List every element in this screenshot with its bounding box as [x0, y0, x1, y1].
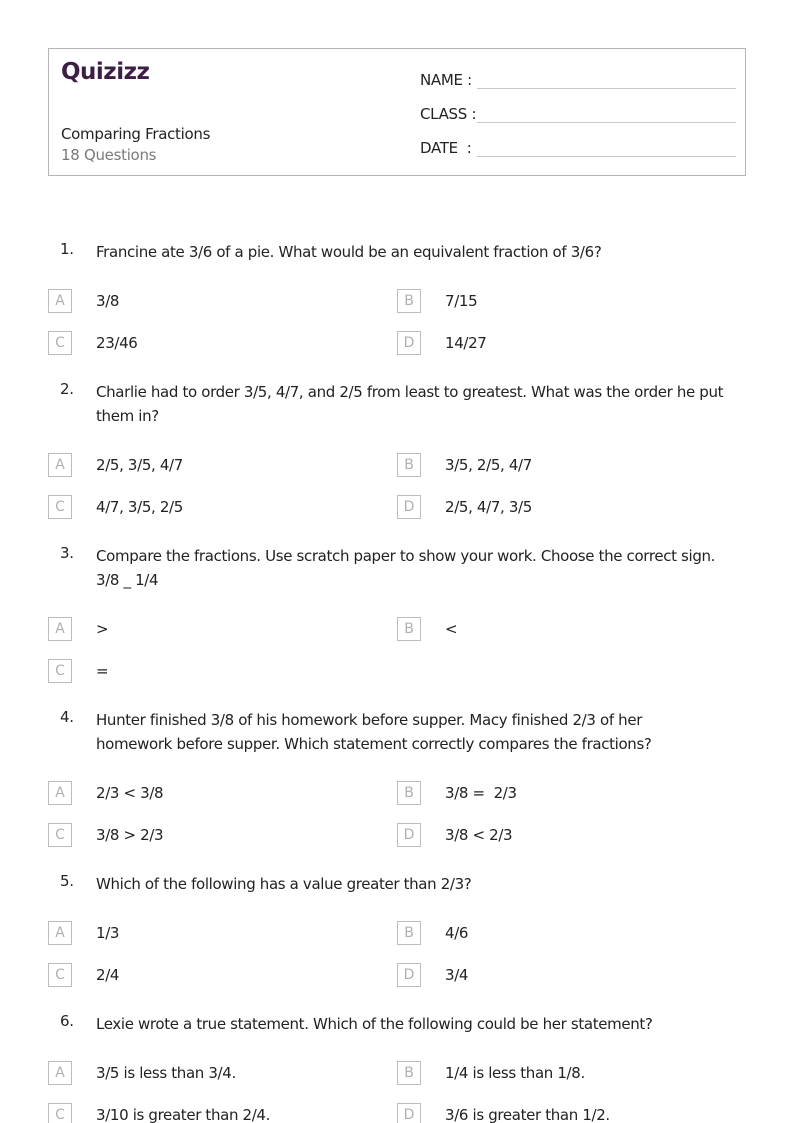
- option-text: 4/7, 3/5, 2/5: [96, 498, 183, 516]
- option-letter-box: D: [397, 495, 421, 519]
- date-label: DATE :: [420, 139, 472, 157]
- option-letter-box: B: [397, 921, 421, 945]
- option-text: 2/5, 3/5, 4/7: [96, 456, 183, 474]
- option-a[interactable]: [48, 781, 164, 805]
- question-text: Francine ate 3/6 of a pie. What would be an equivalent fraction of 3/6?: [96, 243, 602, 261]
- name-line[interactable]: [477, 71, 736, 89]
- question-text: Which of the following has a value greater than 2/3?: [96, 875, 472, 893]
- question-text-line2: 3/8 _ 1/4: [96, 571, 159, 589]
- option-letter-box: A: [48, 453, 72, 477]
- option-letter-box: C: [48, 331, 72, 355]
- option-letter-box: C: [48, 963, 72, 987]
- quizizz-logo: Quizizz: [61, 59, 150, 85]
- option-c[interactable]: [48, 823, 164, 847]
- class-label: CLASS :: [420, 105, 477, 123]
- option-letter-box: B: [397, 453, 421, 477]
- option-b[interactable]: [397, 617, 458, 641]
- option-c[interactable]: [48, 495, 183, 519]
- option-a[interactable]: [48, 617, 109, 641]
- option-b[interactable]: [397, 921, 469, 945]
- name-field: [420, 65, 736, 89]
- option-text: 7/15: [445, 292, 478, 310]
- date-line[interactable]: [477, 139, 736, 157]
- option-text: 4/6: [445, 924, 469, 942]
- option-text: 2/4: [96, 966, 120, 984]
- class-field: [420, 99, 736, 123]
- option-c[interactable]: [48, 331, 138, 355]
- option-c[interactable]: [48, 1103, 271, 1123]
- option-a[interactable]: [48, 1061, 236, 1085]
- option-text: 2/5, 4/7, 3/5: [445, 498, 532, 516]
- option-d[interactable]: [397, 495, 532, 519]
- option-b[interactable]: [397, 1061, 585, 1085]
- option-text: 3/6 is greater than 1/2.: [445, 1106, 610, 1123]
- date-field: [420, 133, 736, 157]
- option-letter-box: C: [48, 823, 72, 847]
- option-text: 3/8: [96, 292, 120, 310]
- option-letter-box: D: [397, 823, 421, 847]
- option-text: 3/4: [445, 966, 469, 984]
- option-a[interactable]: [48, 289, 120, 313]
- option-text: 3/8 > 2/3: [96, 826, 164, 844]
- question-number: 2.: [60, 380, 74, 398]
- option-text: 3/5, 2/5, 4/7: [445, 456, 532, 474]
- option-d[interactable]: [397, 823, 513, 847]
- option-letter-box: B: [397, 617, 421, 641]
- class-line[interactable]: [477, 105, 736, 123]
- question-number: 3.: [60, 544, 74, 562]
- option-text: 23/46: [96, 334, 138, 352]
- option-letter-box: D: [397, 1103, 421, 1123]
- option-letter-box: A: [48, 1061, 72, 1085]
- option-text: 3/10 is greater than 2/4.: [96, 1106, 271, 1123]
- option-text: 2/3 < 3/8: [96, 784, 164, 802]
- option-letter-box: D: [397, 963, 421, 987]
- option-letter-box: C: [48, 1103, 72, 1123]
- option-d[interactable]: [397, 963, 469, 987]
- option-letter-box: B: [397, 781, 421, 805]
- option-text: 3/8 < 2/3: [445, 826, 513, 844]
- worksheet-title: Comparing Fractions: [61, 125, 211, 143]
- option-text: 3/5 is less than 3/4.: [96, 1064, 236, 1082]
- option-b[interactable]: [397, 781, 517, 805]
- option-text: 3/8 = 2/3: [445, 784, 517, 802]
- option-a[interactable]: [48, 453, 183, 477]
- option-letter-box: C: [48, 659, 72, 683]
- name-label: NAME :: [420, 71, 472, 89]
- option-d[interactable]: [397, 331, 487, 355]
- option-c[interactable]: [48, 963, 120, 987]
- question-text: Charlie had to order 3/5, 4/7, and 2/5 from least to greatest. What was the order he put them in?: [96, 383, 724, 425]
- question-text-line1: Compare the fractions. Use scratch paper to show your work. Choose the correct sign.: [96, 547, 716, 565]
- option-text: 14/27: [445, 334, 487, 352]
- option-letter-box: A: [48, 921, 72, 945]
- option-letter-box: A: [48, 617, 72, 641]
- question-text: Lexie wrote a true statement. Which of the following could be her statement?: [96, 1015, 653, 1033]
- question-number: 6.: [60, 1012, 74, 1030]
- option-letter-box: B: [397, 289, 421, 313]
- question-text: Hunter finished 3/8 of his homework before supper. Macy finished 2/3 of her homework before supper. Which statement correctly compares the fractions?: [96, 711, 652, 753]
- option-text: >: [96, 620, 109, 638]
- option-text: 1/4 is less than 1/8.: [445, 1064, 585, 1082]
- option-letter-box: B: [397, 1061, 421, 1085]
- option-b[interactable]: [397, 453, 532, 477]
- question-number: 5.: [60, 872, 74, 890]
- option-d[interactable]: [397, 1103, 610, 1123]
- option-a[interactable]: [48, 921, 120, 945]
- option-letter-box: A: [48, 781, 72, 805]
- worksheet-header: [48, 48, 746, 176]
- question-number: 4.: [60, 708, 74, 726]
- option-letter-box: D: [397, 331, 421, 355]
- question-count: 18 Questions: [61, 146, 157, 164]
- option-c[interactable]: [48, 659, 109, 683]
- option-letter-box: C: [48, 495, 72, 519]
- option-text: =: [96, 662, 109, 680]
- question-number: 1.: [60, 240, 74, 258]
- option-letter-box: A: [48, 289, 72, 313]
- option-text: <: [445, 620, 458, 638]
- option-text: 1/3: [96, 924, 120, 942]
- question-text: [96, 544, 746, 592]
- option-b[interactable]: [397, 289, 478, 313]
